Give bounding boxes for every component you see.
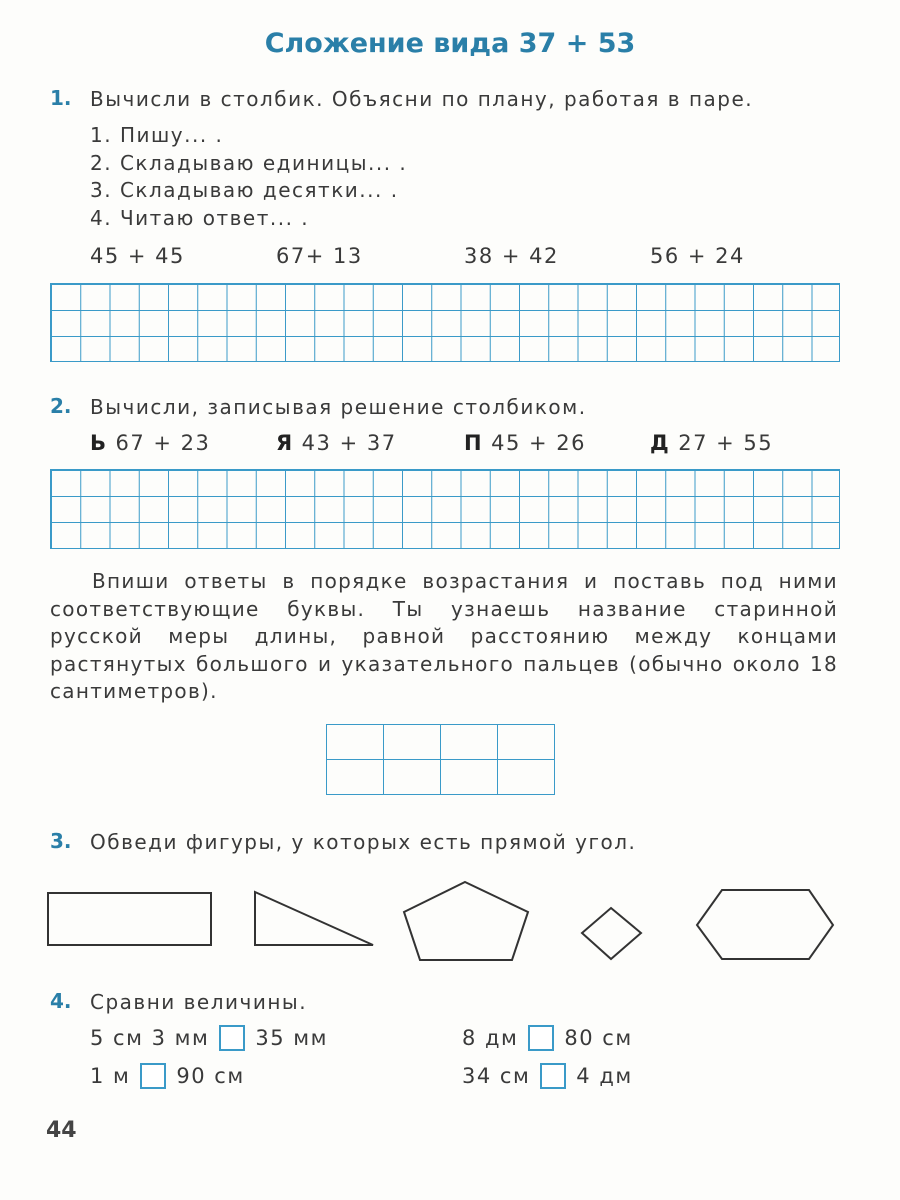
task1-text: Вычисли в столбик. Объясни по плану, работая в паре. [90,87,754,111]
answer-cell[interactable] [441,725,498,760]
letter: Ь [90,431,108,455]
expression: 45 + 45 [90,244,185,268]
rectangle-shape[interactable] [48,893,211,945]
task1-plan [90,122,407,232]
letter: Я [276,431,294,455]
plan-step: 3. Складываю десятки... . [90,178,399,202]
plan-step: 1. Пишу... . [90,123,224,147]
task2-number: 2. [50,394,72,418]
task4-text: Сравни величины. [90,990,308,1014]
page-title: Сложение вида 37 + 53 [264,28,636,59]
task2-paragraph: Впиши ответы в порядке возрастания и поставь под ними соответствующие буквы. Ты узнаешь название старинной русской меры длины, равной расстоянию между концами растянутых большого и указательного пальцев (обычно около 18 сантиметров). [50,569,838,703]
comparison-right: 90 см [176,1064,245,1088]
comparison-left: 1 м [90,1064,131,1088]
hexagon-shape[interactable] [697,890,833,959]
expression: 45 + 26 [491,431,586,455]
lettered-expression [90,431,210,455]
pentagon-shape[interactable] [404,882,528,960]
expression: 67 + 23 [115,431,211,455]
expression: 43 + 37 [301,431,397,455]
lettered-expression [464,431,586,455]
lettered-expression [276,431,397,455]
expression: 56 + 24 [650,244,745,268]
comparison [462,1063,633,1089]
letter: Д [650,431,671,455]
plan-step: 4. Читаю ответ... . [90,205,310,230]
comparison-right: 35 мм [255,1026,328,1050]
answer-grid-1[interactable] [50,283,840,362]
page-number: 44 [46,1118,77,1143]
comparison-left: 34 см [462,1064,531,1088]
answer-cell[interactable] [498,725,555,760]
letter-cell[interactable] [384,760,441,795]
lettered-expression [650,431,773,455]
comparison-box[interactable] [140,1063,166,1089]
comparison-left: 5 см 3 мм [90,1026,210,1050]
right-triangle-shape[interactable] [255,892,373,945]
comparison-box[interactable] [219,1025,245,1051]
expression: 27 + 55 [678,431,774,455]
letter-cell[interactable] [441,760,498,795]
comparison-left: 8 дм [462,1026,519,1050]
letter-cell[interactable] [498,760,555,795]
comparison [90,1063,245,1089]
letter-cell[interactable] [327,760,384,795]
task1-number: 1. [50,86,72,110]
letter: П [464,431,484,455]
comparison-right: 4 дм [576,1064,633,1088]
task3-number: 3. [50,829,72,853]
answer-cell[interactable] [327,725,384,760]
comparison-right: 80 см [564,1026,633,1050]
answer-cell[interactable] [384,725,441,760]
shapes-row [0,870,900,970]
comparison [90,1025,328,1051]
task2-text: Вычисли, записывая решение столбиком. [90,395,587,419]
expression: 67+ 13 [276,244,363,268]
comparison-box[interactable] [540,1063,566,1089]
rhombus-shape[interactable] [582,908,641,959]
letter-answer-table[interactable] [326,724,555,795]
expression: 38 + 42 [464,244,559,268]
plan-step: 2. Складываю единицы... . [90,150,408,175]
comparison [462,1025,633,1051]
task4-number: 4. [50,989,72,1013]
comparison-box[interactable] [528,1025,554,1051]
answer-grid-2[interactable] [50,469,840,549]
task3-text: Обведи фигуры, у которых есть прямой угол. [90,830,637,854]
